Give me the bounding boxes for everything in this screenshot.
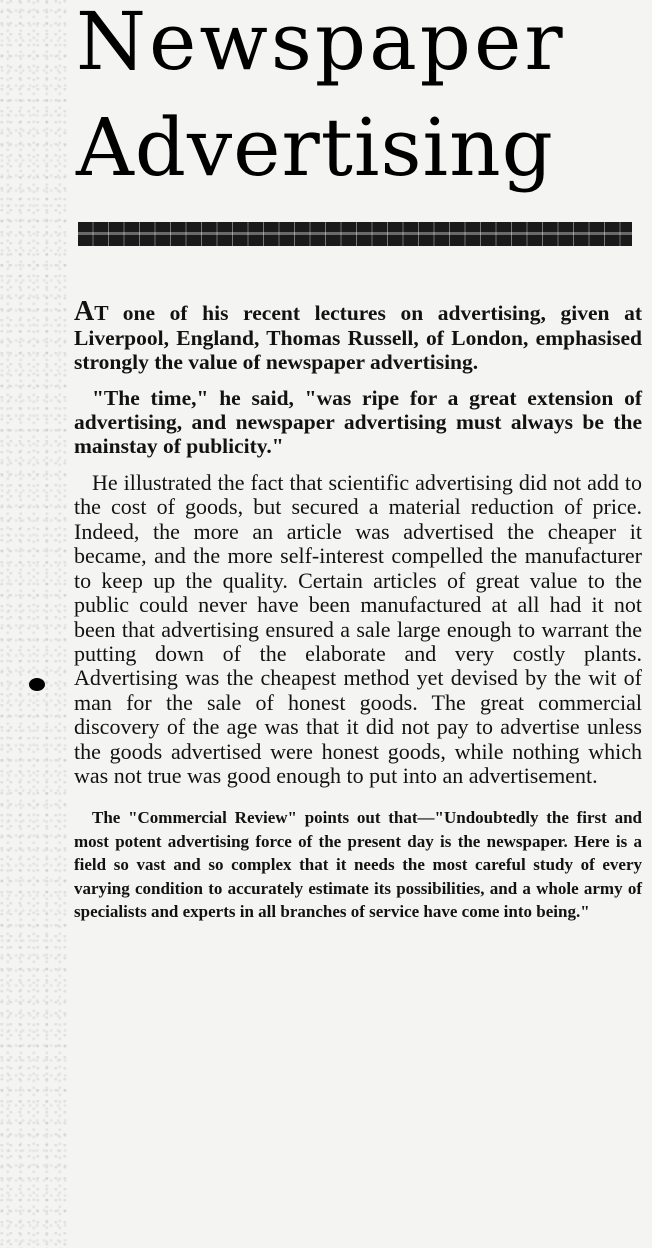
article-body xyxy=(74,296,642,936)
drop-cap: A xyxy=(74,296,95,327)
paper-speckle-margin xyxy=(0,0,70,1248)
headline-line-2: Advertising xyxy=(76,101,554,194)
article-paragraph-3: He illustrated the fact that scientific advertising did not add to the cost of goods, but secured a material reduction of price. Indeed, the more an article was advertised the cheaper it became, and the more self-interest compelled the manufacturer to keep up the quality. Certain articles of great value to the public could never have been manufactured at all had it not been that advertising ensured a sale large enough to warrant the putting down of the elaborate and very costly plants. Advertising was the cheapest method yet devised by the wit of man for the sale of honest goods. The great commercial discovery of the age was that it did not pay to advertise unless the goods advertised were honest goods, while nothing which was not true was good enough to put into an advertisement. xyxy=(74,470,642,788)
article-paragraph-2: "The time," he said, "was ripe for a great extension of advertising, and newspaper advertising must always be the mainstay of publicity." xyxy=(74,386,642,459)
margin-dot-mark xyxy=(29,678,45,691)
article-paragraph-4: The "Commercial Review" points out that—"Undoubtedly the first and most potent advertising force of the present day is the newspaper. Here is a field so vast and so complex that it needs the most careful study of every varying condition to accurately estimate its possibilities, and a whole army of specialists and experts in all branches of service have come into being." xyxy=(74,808,642,922)
decorative-rule xyxy=(78,222,632,246)
article-paragraph-1 xyxy=(74,296,642,375)
article-paragraph-1-text: T one of his recent lectures on advertising, given at Liverpool, England, Thomas Russell, of London, emphasised strongly the value of newspaper advertising. xyxy=(74,301,642,375)
decorative-rule-highlight xyxy=(78,232,632,235)
headline-line-1: Newspaper xyxy=(76,0,566,88)
